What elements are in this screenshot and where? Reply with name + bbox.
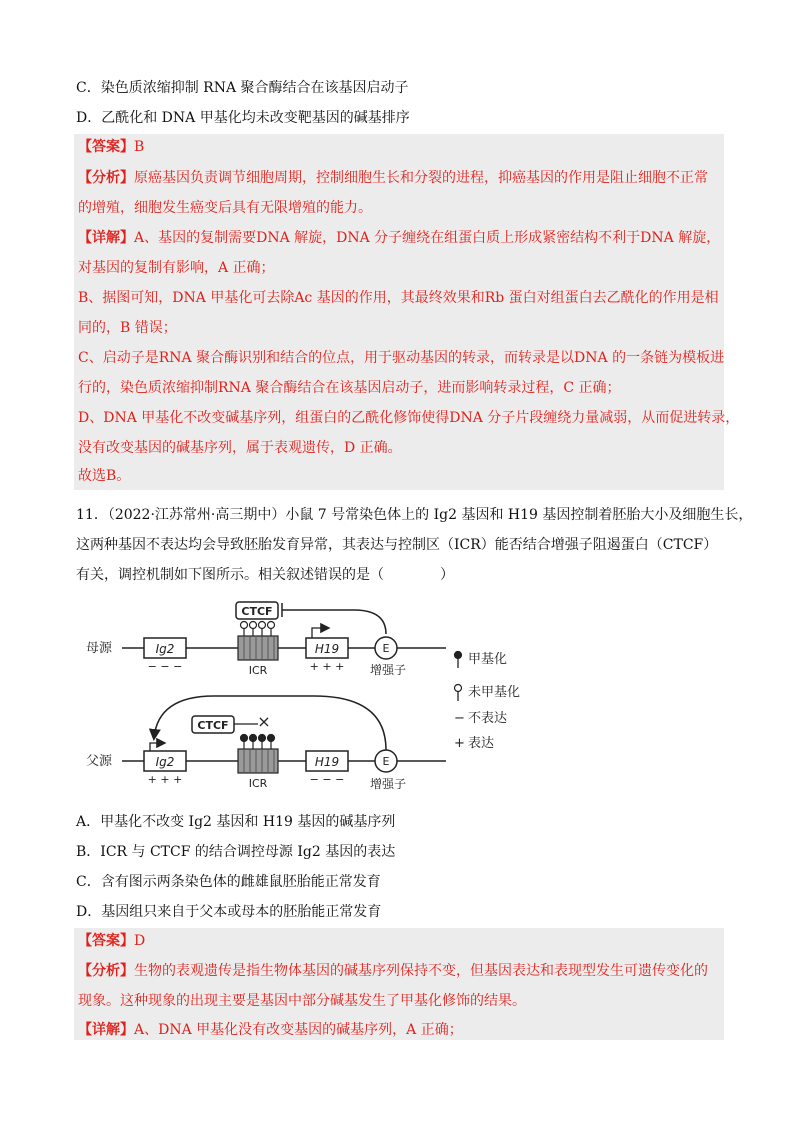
option-b: B．ICR 与 CTCF 的结合调控母源 Ig2 基因的表达 [76, 844, 396, 860]
question-stem-line: 11．（2022·江苏常州·高三期中）小鼠 7 号常染色体上的 Ig2 基因和 H19 基因控制着胚胎大小及细胞生长， [76, 507, 753, 523]
detail-line: 同的，B 错误； [78, 320, 177, 336]
analysis-line: 现象。这种现象的出现主要是基因中部分碱基发生了甲基化修饰的结果。 [78, 993, 526, 1009]
option-c-prev: C．染色质浓缩抑制 RNA 聚合酶结合在该基因启动子 [76, 80, 409, 96]
detail-line: A、DNA 甲基化没有改变基因的碱基序列，A 正确； [134, 1022, 463, 1038]
legend-methyl-icon [455, 652, 462, 659]
question-stem-line: 这两种基因不表达均会导致胚胎发育异常，其表达与控制区（ICR）能否结合增强子阻遏蛋白（CTCF） [76, 537, 718, 553]
maternal-enhancer-symbol: E [382, 642, 390, 655]
unmethylated-marks [241, 622, 275, 637]
paternal-ctcf-label: CTCF [197, 719, 229, 732]
inhibition-path [282, 610, 386, 634]
detail-line: 对基因的复制有影响，A 正确； [78, 260, 275, 276]
analysis-line: 的增殖，细胞发生癌变后具有无限增殖的能力。 [78, 200, 372, 216]
maternal-ig2-label: Ig2 [155, 642, 175, 656]
answer-block-2 [74, 928, 724, 1040]
option-a: A．甲基化不改变 Ig2 基因和 H19 基因的碱基序列 [76, 814, 396, 830]
detail-tag: 【详解】 [78, 1022, 134, 1038]
paternal-label: 父源 [86, 754, 113, 769]
analysis-tag: 【分析】 [78, 963, 134, 979]
legend-plus-symbol: + [454, 736, 465, 751]
methylated-marks [241, 735, 275, 750]
analysis-line: 原癌基因负责调节细胞周期，控制细胞生长和分裂的进程，抑癌基因的作用是阻止细胞不正常 [134, 170, 708, 186]
legend-minus-text: 不表达 [468, 711, 508, 726]
paternal-enhancer-label: 增强子 [369, 777, 407, 791]
answer-tag: 【答案】 [78, 933, 134, 949]
paternal-ig2-promoter-arrow [150, 743, 164, 751]
detail-line: C、启动子是RNA 聚合酶识别和结合的位点，用于驱动基因的转录，而转录是以DNA 的一条链为模板进 [78, 350, 725, 366]
legend-plus-text: 表达 [468, 736, 495, 751]
detail-line: A、基因的复制需要DNA 解旋，DNA 分子缠绕在组蛋白质上形成紧密结构不利于DNA 解旋， [134, 230, 721, 246]
maternal-ctcf-label: CTCF [241, 605, 273, 618]
gene-regulation-diagram [74, 598, 554, 798]
legend-unmethyl-icon [455, 685, 462, 692]
maternal-icr-label: ICR [248, 664, 268, 677]
maternal-enhancer-label: 增强子 [369, 663, 407, 677]
detail-line: 没有改变基因的碱基序列，属于表观遗传，D 正确。 [78, 440, 402, 456]
paternal-ig2-label: Ig2 [155, 755, 175, 769]
paternal-h19-expression: − − − [309, 773, 345, 786]
option-c: C．含有图示两条染色体的雌雄鼠胚胎能正常发育 [76, 874, 381, 890]
paternal-ig2-expression: + + + [147, 773, 183, 786]
paternal-h19-label: H19 [314, 755, 340, 769]
answer-block-1 [74, 134, 740, 490]
paternal-enhancer-symbol: E [382, 755, 390, 768]
detail-line: B、据图可知，DNA 甲基化可去除Ac 基因的作用，其最终效果和Rb 蛋白对组蛋白去乙酰化的作用是相 [78, 290, 719, 306]
answer-value: D [134, 933, 146, 949]
analysis-line: 生物的表观遗传是指生物体基因的碱基序列保持不变，但基因表达和表现型发生可遗传变化的 [134, 963, 708, 979]
legend [454, 652, 520, 752]
maternal-label: 母源 [86, 641, 113, 656]
detail-line: 行的，染色质浓缩抑制RNA 聚合酶结合在该基因启动子，进而影响转录过程，C 正确； [78, 380, 621, 396]
detail-line: D、DNA 甲基化不改变碱基序列，组蛋白的乙酰化修饰使得DNA 分子片段缠绕力量减弱，从而促进转录， [78, 410, 740, 426]
answer-tag: 【答案】 [78, 139, 134, 155]
legend-minus-symbol: − [454, 711, 465, 726]
maternal-h19-promoter-arrow [312, 628, 328, 638]
blocked-cross-icon: × [257, 712, 271, 731]
question-stem-line: 有关，调控机制如下图所示。相关叙述错误的是（ ） [76, 567, 454, 583]
legend-methyl-text: 甲基化 [468, 652, 508, 667]
option-d: D．基因组只来自于父本或母本的胚胎能正常发育 [76, 904, 382, 920]
maternal-h19-expression: + + + [309, 660, 345, 673]
maternal-ig2-expression: − − − [147, 660, 183, 673]
paternal-icr-label: ICR [248, 777, 268, 790]
answer-value: B [134, 139, 145, 155]
detail-tag: 【详解】 [78, 230, 134, 246]
legend-unmethyl-text: 未甲基化 [468, 685, 521, 700]
option-d-prev: D．乙酰化和 DNA 甲基化均未改变靶基因的碱基排序 [76, 110, 410, 126]
maternal-h19-label: H19 [314, 642, 340, 656]
analysis-tag: 【分析】 [78, 170, 134, 186]
detail-line: 故选B。 [78, 468, 131, 484]
